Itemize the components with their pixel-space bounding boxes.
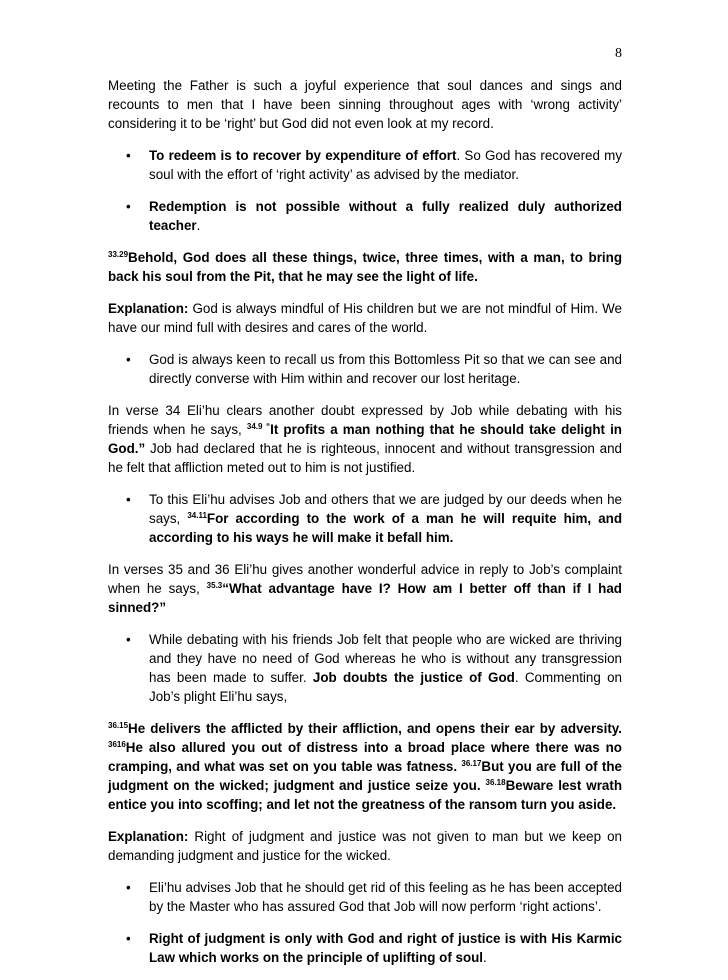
bullet-right-of-judgment: [108, 929, 622, 967]
verse-ref: 36.17: [461, 759, 482, 768]
verse-ref: 3616: [108, 740, 126, 749]
verse-text: But you are full of the judgment on the wicked; judgment and justice seize you.: [108, 759, 622, 793]
paragraph-text: In verses 35 and 36 Eli’hu gives another wonderful advice in reply to Job’s complaint when he says,: [108, 562, 622, 596]
paragraph-meeting-father: Meeting the Father is such a joyful experience that soul dances and sings and recounts to men that I have been sinning throughout ages with ‘wrong activity’ considering it to be ‘right’ but God did not even look at my record.: [108, 78, 622, 131]
explanation-label: Explanation:: [108, 829, 189, 844]
verse-text: Behold, God does all these things, twice, three times, with a man, to bring back his soul from the Pit, that he may see the light of life.: [108, 250, 622, 284]
verse-ref: 36.18: [485, 778, 506, 787]
bullet-wicked-thriving: [108, 630, 622, 706]
page-number: 8: [615, 46, 622, 61]
bullet-redemption-bold: Redemption is not possible without a fully realized duly authorized teacher: [149, 199, 622, 233]
bullet-bold: Job doubts the justice of God: [312, 670, 515, 685]
bullet-text: While debating with his friends Job felt that people who are wicked are thriving and they have no need of God whereas he who is without any transgression has been made to suffer.: [149, 632, 622, 685]
explanation-label: Explanation:: [108, 301, 189, 316]
verse-ref: 34.11: [187, 511, 207, 520]
verse-text: Beware lest wrath entice you into scoffing; and let not the greatness of the ransom turn you aside.: [108, 778, 622, 812]
paragraph-text: In verse 34 Eli’hu clears another doubt expressed by Job while debating with his friends when he says,: [108, 403, 622, 437]
quote-mark: “: [262, 422, 271, 431]
quote-bold: “What advantage have I? How am I better off than if I had sinned?”: [108, 581, 622, 615]
document-body: [108, 76, 622, 980]
quote-bold: It profits a man nothing that he should take delight in God.”: [108, 422, 622, 456]
explanation-text: Right of judgment and justice was not given to man but we keep on demanding judgment and justice for the wicked.: [108, 829, 622, 863]
bullet-get-rid-feeling: • Eli’hu advises Job that he should get rid of this feeling as he has been accepted by the Master who has assured God that Job will now perform ‘right actions’.: [108, 878, 622, 916]
bullet-bottomless-pit: • God is always keen to recall us from this Bottomless Pit so that we can see and directly converse with Him within and recover our lost heritage.: [108, 350, 622, 388]
verse-ref: 35.3: [206, 581, 223, 590]
verse-text: He also allured you out of distress into a broad place where there was no cramping, and what was set on you table was fatness.: [108, 740, 622, 774]
explanation-judgment: [108, 827, 622, 865]
bullet-bold: Right of judgment is only with God and right of justice is with His Karmic Law which works on the principle of uplifting of soul: [149, 931, 622, 965]
verse-36: [108, 719, 622, 814]
bullet-redeem: [108, 146, 622, 184]
paragraph-verses-35-36: [108, 560, 622, 617]
verse-33-29: [108, 248, 622, 286]
bullet-text: To this Eli’hu advises Job and others that we are judged by our deeds when he says,: [149, 492, 622, 526]
verse-ref: 33.29: [108, 250, 129, 259]
bullet-redeem-text: . So God has recovered my soul with the effort of ‘right activity’ as advised by the mediator.: [149, 148, 623, 182]
paragraph-text: Job had declared that he is righteous, innocent and without transgression and he felt that affliction meted out to him is not justified.: [108, 441, 622, 475]
verse-ref: 36.15: [108, 721, 129, 730]
paragraph-verse-34: [108, 401, 622, 477]
bullet-redeem-bold: To redeem is to recover by expenditure of effort: [149, 148, 457, 163]
bullet-text: .: [483, 950, 487, 965]
explanation-mindful: [108, 299, 622, 337]
explanation-text: God is always mindful of His children but we are not mindful of Him. We have our mind full with desires and cares of the world.: [108, 301, 622, 335]
bullet-redemption: [108, 197, 622, 235]
bullet-judged-by-deeds: [108, 490, 622, 547]
bullet-text: . Commenting on Job’s plight Eli’hu says,: [149, 670, 622, 704]
bullet-bold: For according to the work of a man he will requite him, and according to his ways he will make it befall him.: [149, 511, 623, 545]
verse-ref: 34.9: [246, 422, 263, 431]
verse-text: He delivers the afflicted by their affliction, and opens their ear by adversity.: [128, 721, 622, 736]
bullet-redemption-text: .: [196, 218, 201, 233]
